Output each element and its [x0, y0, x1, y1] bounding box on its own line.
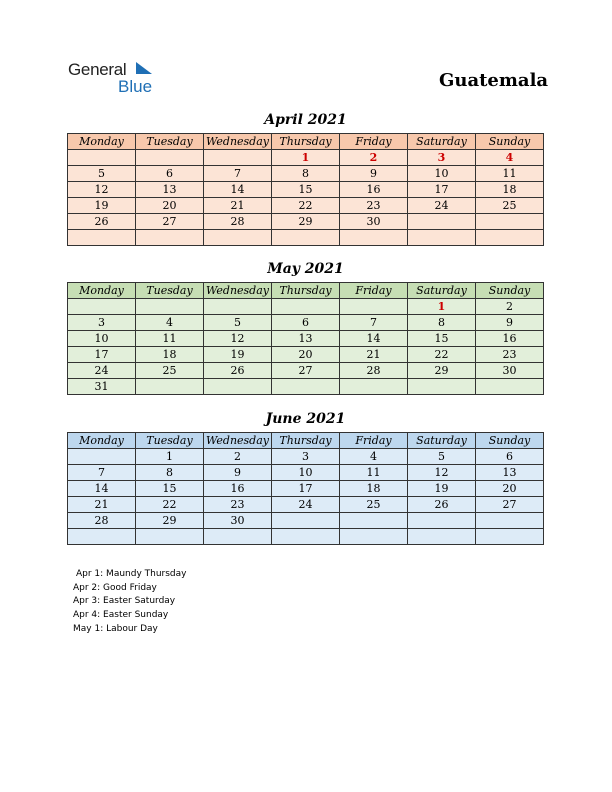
week-row — [68, 214, 544, 230]
day-cell — [340, 230, 408, 246]
day-cell: 12 — [68, 182, 136, 198]
weekday-header-row — [68, 283, 544, 299]
day-cell — [204, 529, 272, 545]
day-cell: 14 — [204, 182, 272, 198]
week-row — [68, 150, 544, 166]
week-row — [68, 379, 544, 395]
week-row — [68, 513, 544, 529]
day-cell: 11 — [340, 465, 408, 481]
weekday-header: Saturday — [408, 134, 476, 150]
day-cell: 6 — [476, 449, 544, 465]
day-cell: 24 — [408, 198, 476, 214]
day-cell — [68, 230, 136, 246]
day-cell: 25 — [136, 363, 204, 379]
day-cell: 4 — [476, 150, 544, 166]
day-cell — [272, 230, 340, 246]
day-cell: 23 — [476, 347, 544, 363]
day-cell — [408, 230, 476, 246]
weekday-header-row — [68, 134, 544, 150]
day-cell: 8 — [408, 315, 476, 331]
day-cell: 6 — [272, 315, 340, 331]
day-cell — [272, 299, 340, 315]
day-cell: 2 — [204, 449, 272, 465]
day-cell: 18 — [340, 481, 408, 497]
day-cell: 30 — [204, 513, 272, 529]
day-cell: 15 — [408, 331, 476, 347]
day-cell: 3 — [408, 150, 476, 166]
day-cell: 19 — [68, 198, 136, 214]
day-cell: 17 — [408, 182, 476, 198]
day-cell: 17 — [272, 481, 340, 497]
day-cell: 17 — [68, 347, 136, 363]
day-cell — [136, 150, 204, 166]
weekday-header: Tuesday — [136, 134, 204, 150]
week-row — [68, 166, 544, 182]
day-cell: 20 — [272, 347, 340, 363]
weekday-header: Monday — [68, 283, 136, 299]
day-cell: 29 — [272, 214, 340, 230]
month-table — [67, 432, 544, 545]
day-cell — [476, 214, 544, 230]
day-cell: 22 — [136, 497, 204, 513]
weekday-header: Tuesday — [136, 433, 204, 449]
week-row — [68, 331, 544, 347]
day-cell: 16 — [204, 481, 272, 497]
day-cell: 12 — [204, 331, 272, 347]
country-title: Guatemala — [439, 70, 549, 91]
day-cell — [340, 299, 408, 315]
month-title: April 2021 — [264, 112, 347, 128]
day-cell — [340, 529, 408, 545]
day-cell: 1 — [408, 299, 476, 315]
week-row — [68, 497, 544, 513]
day-cell: 15 — [136, 481, 204, 497]
day-cell — [204, 150, 272, 166]
day-cell — [204, 379, 272, 395]
week-row — [68, 315, 544, 331]
day-cell: 19 — [408, 481, 476, 497]
day-cell: 28 — [204, 214, 272, 230]
day-cell: 13 — [136, 182, 204, 198]
day-cell: 4 — [136, 315, 204, 331]
week-row — [68, 230, 544, 246]
day-cell — [476, 513, 544, 529]
day-cell: 5 — [68, 166, 136, 182]
day-cell — [476, 529, 544, 545]
day-cell: 22 — [408, 347, 476, 363]
logo-triangle-icon — [132, 62, 152, 76]
day-cell — [408, 214, 476, 230]
day-cell: 7 — [340, 315, 408, 331]
day-cell — [136, 299, 204, 315]
logo-blue-text: Blue — [118, 77, 153, 96]
month-title: June 2021 — [265, 411, 346, 427]
day-cell — [340, 513, 408, 529]
day-cell: 13 — [476, 465, 544, 481]
day-cell — [272, 379, 340, 395]
day-cell — [204, 299, 272, 315]
day-cell: 20 — [136, 198, 204, 214]
weekday-header: Wednesday — [204, 283, 272, 299]
day-cell — [272, 513, 340, 529]
day-cell: 8 — [272, 166, 340, 182]
week-row — [68, 529, 544, 545]
week-row — [68, 299, 544, 315]
week-row — [68, 182, 544, 198]
day-cell: 14 — [340, 331, 408, 347]
weekday-header: Friday — [340, 283, 408, 299]
day-cell: 1 — [272, 150, 340, 166]
weekday-header: Sunday — [476, 433, 544, 449]
day-cell — [68, 299, 136, 315]
day-cell: 27 — [272, 363, 340, 379]
month-table — [67, 282, 544, 395]
day-cell: 16 — [476, 331, 544, 347]
holiday-note: May 1: Labour Day — [73, 623, 158, 634]
week-row — [68, 481, 544, 497]
day-cell — [136, 379, 204, 395]
day-cell: 9 — [204, 465, 272, 481]
day-cell: 1 — [136, 449, 204, 465]
weekday-header: Sunday — [476, 283, 544, 299]
day-cell: 21 — [204, 198, 272, 214]
day-cell: 6 — [136, 166, 204, 182]
day-cell: 25 — [476, 198, 544, 214]
day-cell — [476, 230, 544, 246]
day-cell: 31 — [68, 379, 136, 395]
day-cell: 26 — [408, 497, 476, 513]
week-row — [68, 449, 544, 465]
day-cell: 12 — [408, 465, 476, 481]
weekday-header: Monday — [68, 433, 136, 449]
month-title: May 2021 — [267, 261, 344, 277]
day-cell: 9 — [340, 166, 408, 182]
day-cell: 30 — [340, 214, 408, 230]
day-cell: 25 — [340, 497, 408, 513]
day-cell — [476, 379, 544, 395]
day-cell: 15 — [272, 182, 340, 198]
week-row — [68, 363, 544, 379]
day-cell: 4 — [340, 449, 408, 465]
weekday-header: Friday — [340, 134, 408, 150]
day-cell: 29 — [136, 513, 204, 529]
day-cell: 27 — [136, 214, 204, 230]
day-cell: 28 — [68, 513, 136, 529]
day-cell: 22 — [272, 198, 340, 214]
logo-general-text: General — [68, 60, 127, 79]
day-cell — [204, 230, 272, 246]
day-cell: 30 — [476, 363, 544, 379]
day-cell: 8 — [136, 465, 204, 481]
day-cell: 23 — [340, 198, 408, 214]
day-cell: 13 — [272, 331, 340, 347]
month-table — [67, 133, 544, 246]
general-blue-logo — [68, 60, 168, 96]
day-cell: 20 — [476, 481, 544, 497]
day-cell: 27 — [476, 497, 544, 513]
week-row — [68, 465, 544, 481]
day-cell: 14 — [68, 481, 136, 497]
holiday-note: Apr 2: Good Friday — [73, 582, 157, 593]
weekday-header: Saturday — [408, 283, 476, 299]
day-cell: 5 — [408, 449, 476, 465]
day-cell: 28 — [340, 363, 408, 379]
day-cell: 7 — [204, 166, 272, 182]
day-cell: 2 — [340, 150, 408, 166]
day-cell — [340, 379, 408, 395]
day-cell: 26 — [68, 214, 136, 230]
day-cell: 21 — [68, 497, 136, 513]
day-cell — [68, 529, 136, 545]
holiday-note: Apr 1: Maundy Thursday — [76, 569, 187, 579]
day-cell: 2 — [476, 299, 544, 315]
holiday-note: Apr 4: Easter Sunday — [73, 610, 169, 621]
day-cell — [408, 529, 476, 545]
day-cell — [68, 449, 136, 465]
day-cell — [408, 379, 476, 395]
day-cell: 21 — [340, 347, 408, 363]
holiday-note: Apr 3: Easter Saturday — [73, 596, 176, 607]
weekday-header: Monday — [68, 134, 136, 150]
day-cell: 10 — [68, 331, 136, 347]
weekday-header: Thursday — [272, 283, 340, 299]
weekday-header: Sunday — [476, 134, 544, 150]
day-cell: 29 — [408, 363, 476, 379]
day-cell: 26 — [204, 363, 272, 379]
day-cell: 24 — [68, 363, 136, 379]
weekday-header: Wednesday — [204, 134, 272, 150]
weekday-header: Thursday — [272, 433, 340, 449]
day-cell: 18 — [136, 347, 204, 363]
day-cell: 3 — [68, 315, 136, 331]
day-cell — [408, 513, 476, 529]
day-cell: 10 — [408, 166, 476, 182]
day-cell: 11 — [476, 166, 544, 182]
weekday-header: Friday — [340, 433, 408, 449]
weekday-header: Thursday — [272, 134, 340, 150]
day-cell: 19 — [204, 347, 272, 363]
day-cell: 5 — [204, 315, 272, 331]
day-cell: 16 — [340, 182, 408, 198]
day-cell — [136, 529, 204, 545]
day-cell: 18 — [476, 182, 544, 198]
day-cell — [68, 150, 136, 166]
weekday-header: Saturday — [408, 433, 476, 449]
holiday-list — [73, 568, 187, 637]
week-row — [68, 198, 544, 214]
day-cell: 24 — [272, 497, 340, 513]
day-cell: 23 — [204, 497, 272, 513]
day-cell: 9 — [476, 315, 544, 331]
day-cell: 7 — [68, 465, 136, 481]
weekday-header: Tuesday — [136, 283, 204, 299]
weekday-header: Wednesday — [204, 433, 272, 449]
day-cell: 11 — [136, 331, 204, 347]
day-cell: 3 — [272, 449, 340, 465]
week-row — [68, 347, 544, 363]
day-cell: 10 — [272, 465, 340, 481]
weekday-header-row — [68, 433, 544, 449]
day-cell — [272, 529, 340, 545]
day-cell — [136, 230, 204, 246]
